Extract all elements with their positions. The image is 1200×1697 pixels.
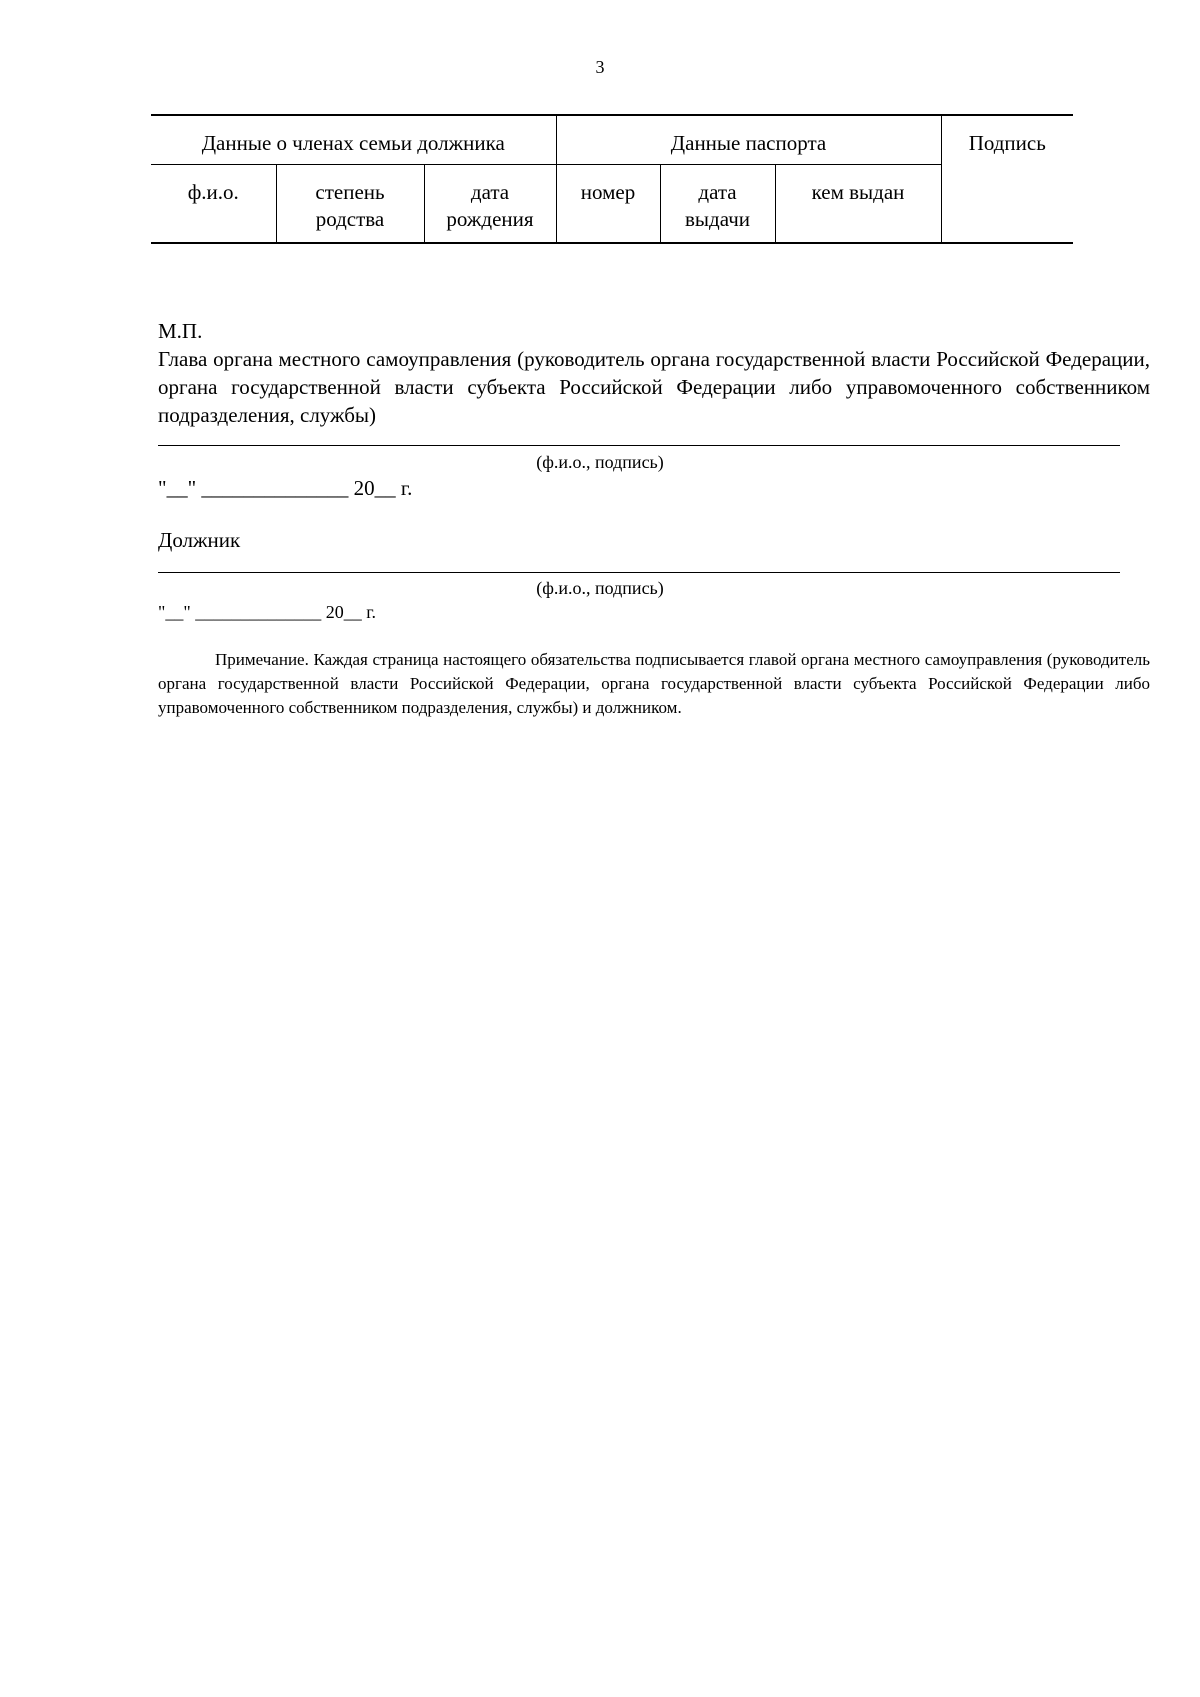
column-relation: степень родства bbox=[276, 164, 424, 243]
family-members-table bbox=[151, 114, 1073, 244]
column-issued-by: кем выдан bbox=[775, 164, 941, 243]
head-signature-line bbox=[158, 445, 1120, 446]
note-paragraph: Примечание. Каждая страница настоящего обязательства подписывается главой органа местного самоуправления (руководитель органа государственной власти Российской Федерации, органа государственной власти субъекта Российской Федерации либо управомоченного собственником подразделения, службы) и должником. bbox=[158, 650, 1150, 717]
debtor-signature-line bbox=[158, 572, 1120, 573]
debtor-signature-caption: (ф.и.о., подпись) bbox=[536, 578, 664, 598]
page-number: 3 bbox=[595, 57, 605, 77]
debtor-date-line: "__" ______________ 20__ г. bbox=[158, 602, 377, 622]
column-fio: ф.и.о. bbox=[151, 164, 276, 243]
header-family-members: Данные о членах семьи должника bbox=[151, 115, 556, 164]
column-passport-number: номер bbox=[556, 164, 660, 243]
header-signature: Подпись bbox=[941, 115, 1073, 243]
column-issue-date: дата выдачи bbox=[660, 164, 775, 243]
debtor-label: Должник bbox=[158, 528, 241, 552]
stamp-label: М.П. bbox=[158, 319, 203, 343]
column-birth-date: дата рождения bbox=[424, 164, 556, 243]
head-date-line: "__" ______________ 20__ г. bbox=[158, 476, 413, 500]
header-passport-data: Данные паспорта bbox=[556, 115, 941, 164]
head-title: Глава органа местного самоуправления (руководитель органа государственной власти Российской Федерации, органа государственной власти субъекта Российской Федерации либо управомоченного собственником подразделения, службы) bbox=[158, 347, 1150, 427]
head-signature-caption: (ф.и.о., подпись) bbox=[536, 452, 664, 472]
